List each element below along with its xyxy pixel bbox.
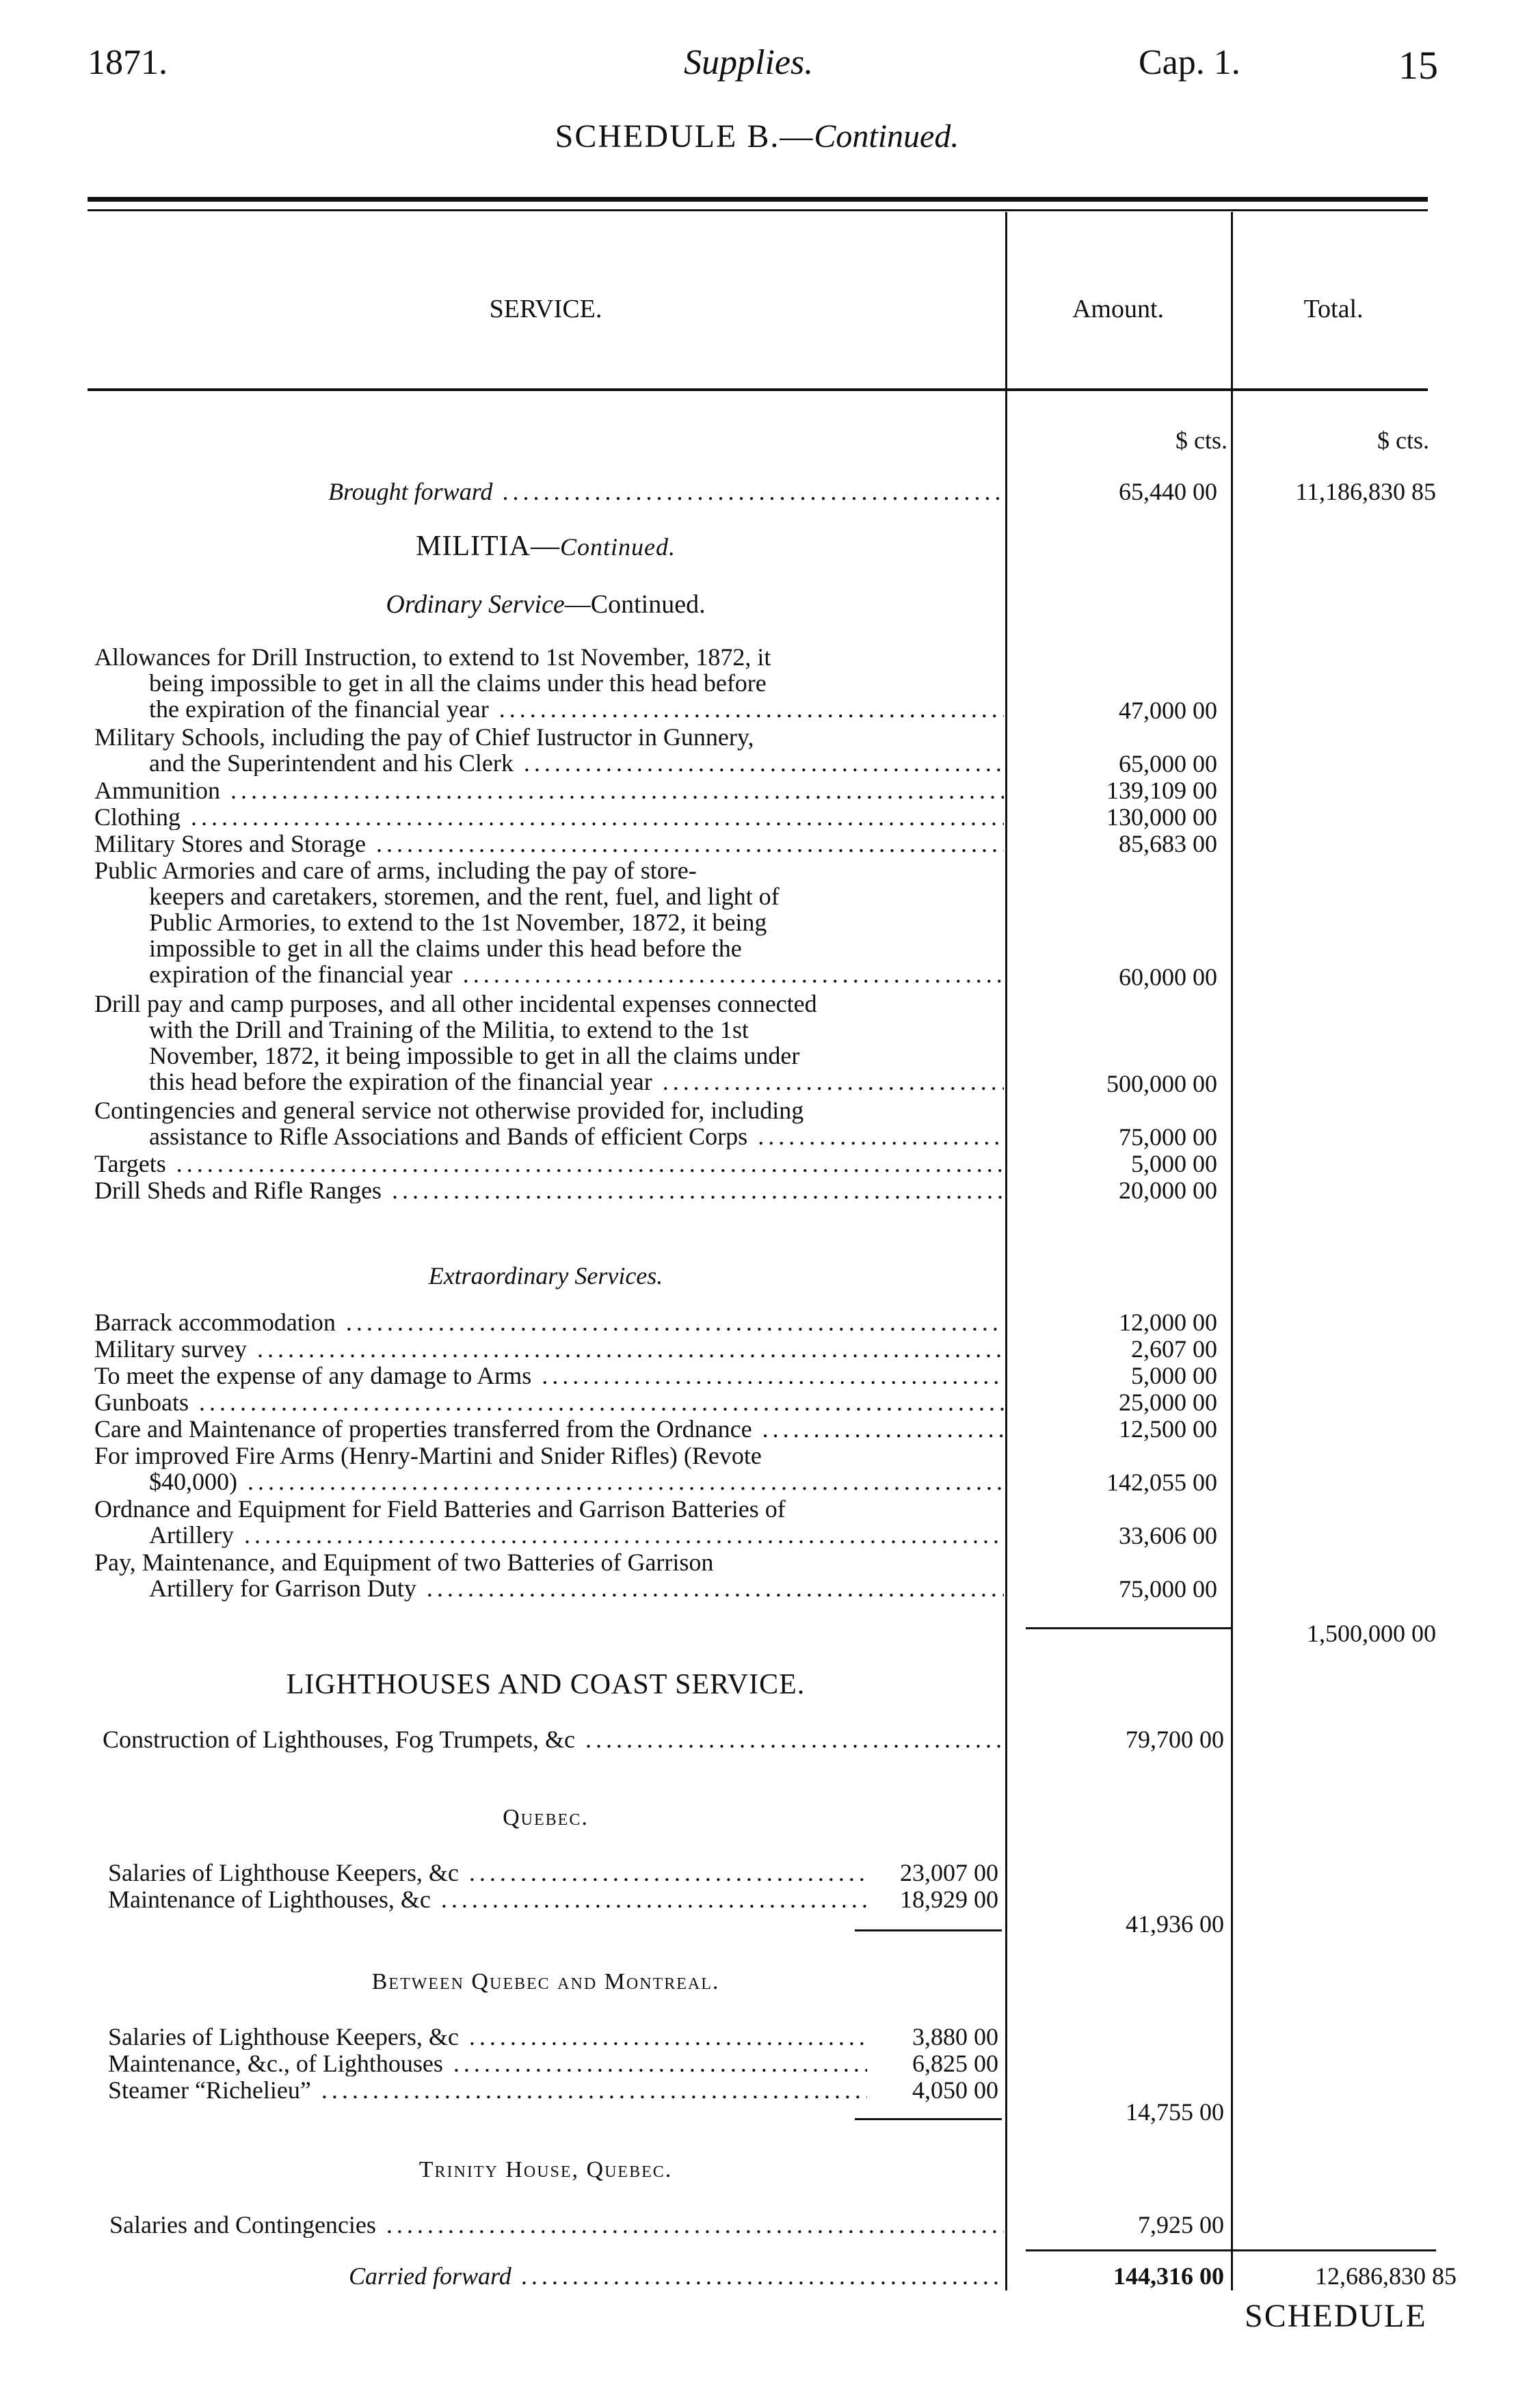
service-item-amount: 12,500 00 [1119,1415,1217,1443]
service-item-text: Ordnance and Equipment for Field Batteries and Garrison Batteries of [94,1495,786,1523]
sub-item-label: Maintenance of Lighthouses, &c ..... [108,1886,867,1912]
service-item [94,724,1004,776]
service-item-amount: 5,000 00 [1131,1362,1217,1389]
service-item [94,1151,1004,1177]
service-item [94,1496,1004,1548]
service-item-text: Ammunition ..... [94,777,1004,803]
service-item-text: To meet the expense of any damage to Arms ..... [94,1363,1004,1389]
sub-item-value: 4,050 00 [912,2076,998,2104]
service-item-amount: 2,607 00 [1131,1335,1217,1363]
extraordinary-heading: Extraordinary Services. [428,1262,663,1289]
amount-unit-label: $ cts. [1176,427,1227,454]
sub-item-value: 23,007 00 [900,1859,998,1886]
service-item [94,777,1004,803]
sub-item [108,1886,867,1912]
column-header-total: Total. [1303,295,1364,323]
page-number: 15 [1398,43,1438,88]
sub-item [108,2077,867,2103]
service-item [94,857,1004,987]
militia-heading [88,530,1004,563]
service-item-amount: 65,000 00 [1119,750,1217,777]
service-item [94,1363,1004,1389]
service-item-text: Military Schools, including the pay of Chief Iustructor in Gunnery, [94,723,754,751]
total-unit-label: $ cts. [1377,427,1429,454]
trinity-label: Salaries and Contingencies ..... [109,2212,1004,2238]
schedule-title [0,118,1514,155]
carried-forward-row [349,2263,1004,2289]
top-rule-thick [88,197,1428,202]
service-item-amount: 139,109 00 [1106,777,1217,804]
quebec-heading: Quebec. [503,1805,589,1830]
service-item-text: Gunboats ..... [94,1389,1004,1415]
service-item-continuation: and the Superintendent and his Clerk ..... [94,750,1004,776]
service-item-amount: 33,606 00 [1119,1522,1217,1549]
header-chapter: Cap. 1. [1139,43,1240,82]
service-item-amount: 47,000 00 [1119,697,1217,724]
service-item-continuation: with the Drill and Training of the Militia, to extend to the 1st [149,1016,749,1043]
sub-item-value: 18,929 00 [900,1886,998,1913]
column-header-service: SERVICE. [489,295,602,323]
service-item-amount: 12,000 00 [1119,1309,1217,1336]
column-header-amount: Amount. [1072,295,1165,323]
service-item-continuation: Artillery for Garrison Duty ..... [94,1575,1004,1601]
carried-forward-label: Carried forward ..... [349,2263,1004,2289]
brought-forward-amount: 65,440 00 [1119,478,1217,505]
construction-label: Construction of Lighthouses, Fog Trumpets, &c ..... [103,1726,1004,1752]
service-item-continuation: assistance to Rifle Associations and Bands of efficient Corps ..... [94,1123,1004,1149]
ordinary-heading-main: Ordinary Service [386,590,565,619]
trinity-amount: 7,925 00 [1138,2211,1224,2238]
service-item-text: For improved Fire Arms (Henry-Martini and Snider Rifles) (Revote [94,1442,762,1469]
service-item-amount: 20,000 00 [1119,1177,1217,1204]
service-item-continuation: impossible to get in all the claims under this head before the [149,935,742,962]
service-item-continuation: $40,000) ..... [94,1469,1004,1495]
ordinary-service-heading [88,589,1004,619]
sub-item-label: Salaries of Lighthouse Keepers, &c ..... [108,2024,867,2050]
trinity-heading: Trinity House, Quebec. [419,2157,673,2182]
sub-item [108,2024,867,2050]
sub-item-label: Salaries of Lighthouse Keepers, &c ..... [108,1860,867,1886]
service-item-amount: 500,000 00 [1106,1070,1217,1097]
sub-item [108,2050,867,2076]
brought-forward-row [328,479,1004,505]
service-item [94,1443,1004,1495]
service-item [94,831,1004,857]
service-item-amount: 75,000 00 [1119,1575,1217,1603]
construction-amount: 79,700 00 [1126,1726,1224,1753]
service-item-continuation: expiration of the financial year ..... [94,961,1004,987]
service-item-continuation: November, 1872, it being impossible to get in all the claims under [149,1042,800,1069]
sub-item-label: Maintenance, &c., of Lighthouses ..... [108,2050,867,2076]
service-item-amount: 5,000 00 [1131,1150,1217,1177]
service-item-amount: 25,000 00 [1119,1389,1217,1416]
brought-forward-total: 11,186,830 85 [1295,478,1436,505]
carried-forward-rule [1026,2249,1436,2251]
sub-item-value: 3,880 00 [912,2023,998,2050]
quebec-amount: 41,936 00 [1126,1910,1224,1938]
service-item-text: Public Armories and care of arms, including the pay of store- [94,857,697,884]
service-item-amount: 75,000 00 [1119,1123,1217,1151]
quebec-sum-rule [855,1929,1002,1931]
construction-row [103,1726,1004,1752]
militia-sum-rule [1026,1627,1231,1629]
service-item [94,1177,1004,1203]
service-item-continuation: the expiration of the financial year ..... [94,696,1004,722]
between-sum-rule [855,2118,1002,2120]
schedule-title-suffix: Continued. [814,118,959,155]
brought-forward-label: Brought forward ..... [328,479,1004,505]
service-item [94,1416,1004,1442]
service-item [94,1336,1004,1362]
service-item-text: Clothing ..... [94,804,1004,830]
service-item-text: Pay, Maintenance, and Equipment of two Batteries of Garrison [94,1549,714,1576]
catchword: SCHEDULE [1245,2298,1427,2334]
service-item-continuation: keepers and caretakers, storemen, and the rent, fuel, and light of [149,883,780,910]
amount-column-left-rule [1005,212,1007,2290]
carried-forward-amount: 144,316 00 [1113,2262,1224,2290]
ordinary-heading-suffix: —Continued. [564,590,706,619]
service-item-continuation: Public Armories, to extend to the 1st November, 1872, it being [149,909,767,936]
service-item [94,1549,1004,1601]
service-item-continuation: this head before the expiration of the financial year ..... [94,1069,1004,1095]
service-item-amount: 142,055 00 [1106,1469,1217,1496]
service-item [94,1309,1004,1335]
between-heading: Between Quebec and Montreal. [371,1969,720,1994]
service-item-text: Drill pay and camp purposes, and all other incidental expenses connected [94,990,817,1017]
service-item-text: Drill Sheds and Rifle Ranges ..... [94,1177,1004,1203]
service-item-text: Barrack accommodation ..... [94,1309,1004,1335]
service-item-text: Targets ..... [94,1151,1004,1177]
trinity-row [109,2212,1004,2238]
header-year: 1871. [88,43,168,82]
service-item-text: Contingencies and general service not otherwise provided for, including [94,1097,804,1124]
header-title: Supplies. [684,43,814,82]
service-item [94,1097,1004,1149]
service-item [94,644,1004,722]
service-item [94,991,1004,1095]
service-item-continuation: Artillery ..... [94,1522,1004,1548]
service-item-text: Allowances for Drill Instruction, to extend to 1st November, 1872, it [94,643,771,671]
sub-item-value: 6,825 00 [912,2050,998,2077]
service-item-text: Military Stores and Storage ..... [94,831,1004,857]
sub-item-label: Steamer “Richelieu” ..... [108,2077,867,2103]
militia-heading-suffix: Continued. [559,533,676,561]
amount-column-right-rule [1231,212,1233,2290]
between-amount: 14,755 00 [1126,2098,1224,2126]
sub-item [108,1860,867,1886]
service-item [94,804,1004,830]
schedule-title-main: SCHEDULE B.— [555,118,814,155]
carried-forward-total: 12,686,830 85 [1315,2262,1457,2290]
lighthouses-heading: LIGHTHOUSES AND COAST SERVICE. [286,1669,806,1700]
service-item-continuation: being impossible to get in all the claims under this head before [149,669,767,697]
top-rule-thin [88,209,1428,211]
service-item-amount: 60,000 00 [1119,963,1217,991]
service-item-amount: 130,000 00 [1106,803,1217,831]
service-item [94,1389,1004,1415]
militia-total: 1,500,000 00 [1307,1620,1436,1647]
service-item-amount: 85,683 00 [1119,830,1217,857]
service-item-text: Military survey ..... [94,1336,1004,1362]
header-bottom-rule [88,388,1428,391]
service-item-text: Care and Maintenance of properties transferred from the Ordnance ..... [94,1416,1004,1442]
militia-heading-main: MILITIA— [416,531,560,562]
